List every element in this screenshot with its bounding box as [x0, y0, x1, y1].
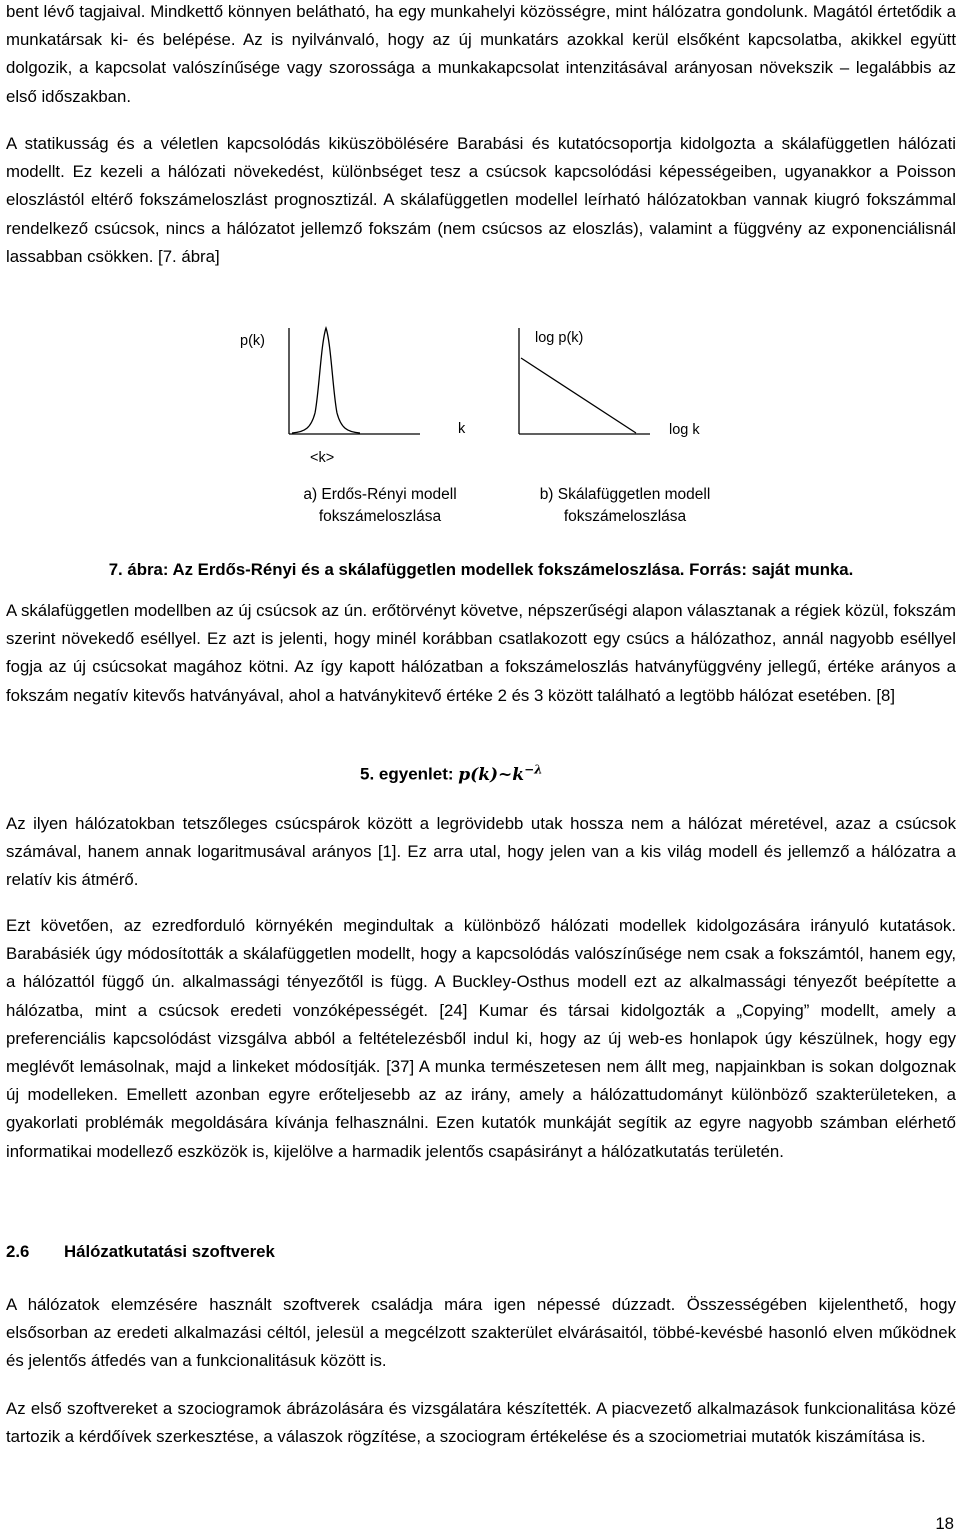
section-title: Hálózatkutatási szoftverek — [64, 1242, 275, 1261]
power-law-line — [521, 358, 636, 433]
equation-exponent: −λ — [524, 762, 543, 776]
paragraph-5: Ezt követően, az ezredforduló környékén megindultak a különböző hálózati modellek kidolgozására irányuló kutatások. Barabásiék úgy módosították a skálafüggetlen modellt, hogy a kapcsolódás valószínűsége nem csak a fokszámtól, hanem egy, a hálózattól függő ún. alkalmassági tényezőtől is függ. A Buckley-Osthus modell ezt az alkalmassági tényezőt beépítette a hálózatba, mint a csúcsok eredeti vonzóképességét. [24] Kumar és társai kidolgozták a „Copying” modellt, amely a preferenciális kapcsolódást vizsgálva abból a feltételezésből indul ki, hogy az új web-es honlapok úgy készülnek, hogy egy meglévőt lemásolnak, majd a linkeket módosítják. [37] A munka természetesen nem állt meg, napjainkban is sokan dolgoznak új modelleken. Emellett azonban egyre erőteljesebb az az irány, amely a hálózattudományt különböző szakterületeken, a gyakorlati problémák megoldására kívánja felhasználni. Ezen kutatók munkáját segítik az egyre nagyobb számban elérhető informatikai modellező eszközök is, kijelölve a harmadik jelentős csapásirányt a hálózatkutatás területén. — [6, 916, 956, 1161]
figure-7 — [0, 318, 960, 538]
equation-lhs: p(k)~k — [458, 764, 525, 785]
equation-label: 5. egyenlet: — [360, 764, 454, 784]
paragraph-6: A hálózatok elemzésére használt szoftverek családja mára igen népessé dúzzadt. Összességében kijelenthető, hogy elsősorban az eredeti alkalmazási céltól, jelesül a megcélzott szakterület elvárásaitól, többé-kevésbé hasonló elven működnek és jelentős átfedés van a funkcionalitásuk között is. — [6, 1295, 956, 1371]
equation-5 — [360, 762, 543, 785]
paragraph-1: bent lévő tagjaival. Mindkettő könnyen belátható, ha egy munkahelyi közösségre, mint hálózatra gondolunk. Magától értetődik a munkatársak ki- és belépése. Az is nyilvánvaló, hogy az új munkatárs azokkal kerül elsőként kapcsolatba, akikkel együtt dolgozik, a kapcsolat valószínűsége vagy szorossága a munkakapcsolat intenzitásával arányosan növekszik – legalábbis az első időszakban. — [6, 2, 956, 106]
equation-formula — [458, 762, 543, 785]
figure-caption: 7. ábra: Az Erdős-Rényi és a skálafüggetlen modellek fokszámeloszlása. Forrás: saját munka. — [108, 560, 854, 579]
subcaption-a-line1: a) Erdős-Rényi modell — [303, 486, 457, 503]
subcaption-a-line2: fokszámeloszlása — [318, 508, 442, 525]
left-y-label: p(k) — [240, 333, 265, 349]
left-x-label: k — [458, 421, 466, 437]
subcaption-b — [505, 484, 745, 528]
section-heading — [6, 1242, 275, 1262]
section-number: 2.6 — [6, 1242, 30, 1261]
paragraph-7: Az első szoftvereket a szociogramok ábrázolására és vizsgálatára készítették. A piacvezető alkalmazások funkcionalitása közé tartozik a kérdőívek szerkesztése, a válaszok rögzítése, a szociogram értékelése és a szociometriai mutatók kiszámítása is. — [6, 1399, 956, 1447]
paragraph-3: A skálafüggetlen modellben az új csúcsok az ún. erőtörvényt követve, népszerűségi alapon választanak a régiek közül, fokszám szerint növekedő eséllyel. Ez azt is jelenti, hogy minél korábban csatlakozott egy csúcs a hálózathoz, annál nagyobb eséllyel fogja az új csúcsokat magához kötni. Az így kapott hálózatban a fokszámeloszlás hatványfüggvény jellegű, értéke arányos a fokszám negatív kitevős hatványával, ahol a hatványkitevő értéke 2 és 3 között található a legtöbb hálózat esetében. [8] — [6, 601, 956, 705]
subcaption-a — [260, 484, 500, 528]
right-y-label: log p(k) — [535, 330, 584, 346]
subcaption-b-line1: b) Skálafüggetlen modell — [539, 486, 711, 503]
subcaption-b-line2: fokszámeloszlása — [563, 508, 687, 525]
right-x-label: log k — [669, 422, 700, 438]
paragraph-4: Az ilyen hálózatokban tetszőleges csúcspárok között a legrövidebb utak hossza nem a hálózat méretével, azaz a csúcsok számával, hanem annak logaritmusával arányos [1]. Ez arra utal, hogy jelen van a kis világ modell és jellemző a hálózatra a relatív kis átmérő. — [6, 814, 956, 890]
mean-degree-label: <k> — [310, 450, 335, 466]
bell-curve — [292, 328, 360, 433]
page-number: 18 — [935, 1514, 954, 1533]
paragraph-2: A statikusság és a véletlen kapcsolódás kiküszöbölésére Barabási és kutatócsoportja kidolgozta a skálafüggetlen hálózati modellt. Ez kezeli a hálózati növekedést, különbséget tesz a csúcsok kapcsolódási képességeiben, ugyanakkor a Poisson eloszlástól eltérő fokszámeloszlást prognosztizál. A skálafüggetlen modellel leírható hálózatokban vannak kiugró fokszámmal rendelkező csúcsok, nincs a hálózatot jellemző fokszám (nem csúcsos az eloszlás), valamint a függvény az exponenciálisnál lassabban csökken. [7. ábra] — [6, 134, 956, 266]
